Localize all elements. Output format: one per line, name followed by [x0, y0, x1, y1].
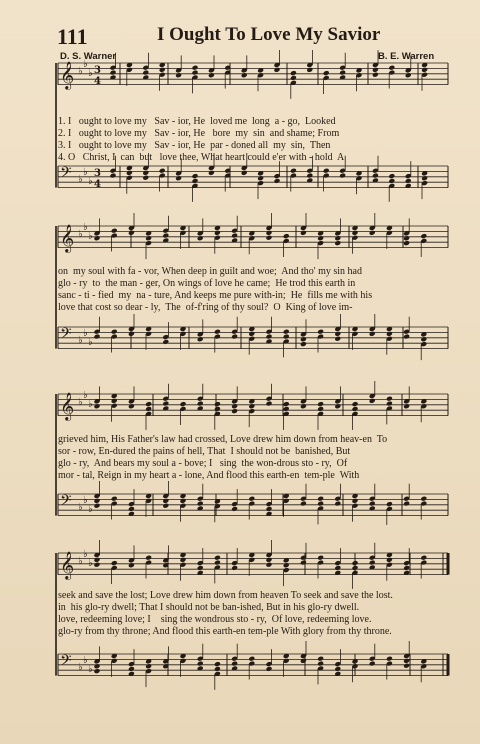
notehead — [339, 70, 346, 76]
notehead — [317, 661, 324, 667]
lyric-line: 1. I ought to love my Sav - ior, He loved me long a - go, Looked — [58, 116, 336, 127]
flat-icon: ♭ — [88, 399, 93, 410]
treble-clef-icon: 𝄞 — [60, 61, 75, 89]
notehead — [334, 235, 341, 241]
notehead — [386, 396, 393, 402]
notehead — [339, 173, 346, 179]
notehead — [323, 70, 330, 76]
flat-icon: ♭ — [88, 558, 93, 569]
flat-icon: ♭ — [83, 222, 88, 233]
notehead — [231, 408, 238, 414]
lyrics-block-3 — [58, 434, 448, 482]
notehead — [317, 501, 324, 507]
lyric-line: glo - ry, And bears my soul a - bove; I sing the won-drous sto - ry, Of — [58, 458, 348, 469]
notehead — [300, 341, 307, 347]
notehead — [214, 401, 221, 407]
notehead — [111, 398, 118, 404]
notehead — [162, 233, 169, 239]
flat-icon: ♭ — [78, 229, 83, 240]
lyrics-block-4 — [58, 590, 448, 638]
notehead — [175, 175, 182, 181]
notehead — [197, 401, 204, 407]
notehead — [369, 331, 376, 337]
notehead — [192, 70, 199, 76]
flat-icon: ♭ — [88, 231, 93, 242]
notehead — [111, 329, 118, 335]
notehead — [300, 230, 307, 236]
notehead — [386, 401, 393, 407]
notehead — [317, 496, 324, 502]
notehead — [214, 406, 221, 412]
notehead — [111, 228, 118, 234]
time-signature-top: 3 — [94, 168, 101, 179]
notehead — [369, 661, 376, 667]
notehead — [323, 168, 330, 174]
notehead — [352, 498, 359, 504]
notehead — [145, 406, 152, 412]
notehead — [300, 403, 307, 409]
flat-icon: ♭ — [78, 397, 83, 408]
notehead — [317, 555, 324, 561]
notehead — [421, 175, 428, 181]
lyric-line: on my soul with fa - vor, When deep in guilt and woe; And tho' my sin had — [58, 266, 362, 277]
notehead — [283, 233, 290, 239]
notehead — [300, 658, 307, 664]
lyric-line: seek and save the lost; Love drew him down from heaven To seek and save the lost. — [58, 590, 393, 601]
notehead — [317, 235, 324, 241]
notehead — [231, 403, 238, 409]
notehead — [231, 334, 238, 340]
notehead — [403, 334, 410, 340]
notehead — [197, 336, 204, 342]
flat-icon: ♭ — [83, 328, 88, 339]
notehead — [94, 235, 101, 241]
notehead — [145, 663, 152, 669]
treble-clef-icon: 𝄞 — [60, 392, 75, 420]
notehead — [403, 240, 410, 246]
notehead — [352, 560, 359, 566]
lyric-line: mor - tal, Reign in my heart a - lone, And flood this earth-en tem-ple With — [58, 470, 360, 481]
notehead — [274, 178, 281, 184]
lyric-line: glo-ry from thy throne; And flood this earth-en tem-ple With glory from thy throne. — [58, 626, 392, 637]
notehead — [420, 496, 427, 502]
notehead — [94, 498, 101, 504]
notehead — [162, 503, 169, 509]
notehead — [180, 401, 187, 407]
notehead — [145, 401, 152, 407]
flat-icon: ♭ — [78, 174, 83, 185]
notehead — [334, 666, 341, 672]
notehead — [214, 555, 221, 561]
flat-icon: ♭ — [78, 502, 83, 513]
notehead — [306, 173, 313, 179]
notehead — [352, 565, 359, 571]
time-signature-top: 3 — [94, 65, 101, 76]
author-credit: D. S. Warner — [60, 51, 117, 62]
lyric-line: 3. I ought to love my Sav - ior, He par - doned all my sin, Then — [58, 140, 331, 151]
notehead — [334, 336, 341, 342]
notehead — [231, 565, 238, 571]
notehead — [317, 406, 324, 412]
notehead — [372, 67, 379, 73]
notehead — [126, 170, 133, 176]
notehead — [266, 401, 273, 407]
flat-icon: ♭ — [88, 337, 93, 348]
composer-credit: B. E. Warren — [378, 51, 435, 62]
notehead — [266, 557, 273, 563]
notehead — [231, 233, 238, 239]
notehead — [94, 403, 101, 409]
flat-icon: ♭ — [78, 335, 83, 346]
notehead — [266, 506, 273, 512]
notehead — [274, 67, 281, 73]
notehead — [145, 235, 152, 241]
notehead — [386, 557, 393, 563]
notehead — [111, 560, 118, 566]
notehead — [369, 230, 376, 236]
notehead — [420, 233, 427, 239]
notehead — [369, 501, 376, 507]
notehead — [111, 496, 118, 502]
notehead — [257, 175, 264, 181]
notehead — [283, 562, 290, 568]
flat-icon: ♭ — [78, 556, 83, 567]
notehead — [317, 656, 324, 662]
notehead — [192, 65, 199, 71]
notehead — [300, 336, 307, 342]
notehead — [162, 339, 169, 345]
notehead — [372, 72, 379, 78]
flat-icon: ♭ — [88, 68, 93, 79]
notehead — [290, 75, 297, 81]
lyric-line: glo - ry to the man - ger, On wings of love he came; He trod this earth in — [58, 278, 356, 289]
flat-icon: ♭ — [83, 495, 88, 506]
notehead — [334, 240, 341, 246]
notehead — [334, 403, 341, 409]
notehead — [334, 501, 341, 507]
notehead — [110, 173, 117, 179]
lyric-line: 4. O Christ, I can but love thee, What heart could e'er with - hold A — [58, 152, 345, 163]
notehead — [290, 168, 297, 174]
flat-icon: ♭ — [88, 504, 93, 515]
notehead — [283, 406, 290, 412]
notehead — [94, 557, 101, 563]
bass-clef-icon: 𝄢 — [60, 652, 72, 673]
notehead — [231, 661, 238, 667]
notehead — [197, 565, 204, 571]
notehead — [386, 656, 393, 662]
notehead — [192, 173, 199, 179]
notehead — [317, 401, 324, 407]
lyric-line: in his glo-ry dwell; That I should not be ban-ished, But in his glo-ry dwell. — [58, 602, 360, 613]
notehead — [372, 173, 379, 179]
notehead — [300, 560, 307, 566]
flat-icon: ♭ — [83, 390, 88, 401]
notehead — [369, 560, 376, 566]
notehead — [94, 503, 101, 509]
notehead — [300, 501, 307, 507]
notehead — [306, 67, 313, 73]
flat-icon: ♭ — [88, 664, 93, 675]
notehead — [283, 401, 290, 407]
hymn-title: I Ought To Love My Savior — [157, 24, 381, 45]
notehead — [128, 403, 135, 409]
notehead — [266, 230, 273, 236]
notehead — [110, 70, 117, 76]
notehead — [241, 170, 248, 176]
flat-icon: ♭ — [83, 59, 88, 70]
flat-icon: ♭ — [83, 655, 88, 666]
flat-icon: ♭ — [88, 176, 93, 187]
notehead — [128, 666, 135, 672]
notehead — [94, 562, 101, 568]
notehead — [386, 331, 393, 337]
flat-icon: ♭ — [83, 167, 88, 178]
lyric-line: sor - row, En-dured the pains of hell, That I should not be banished, But — [58, 446, 351, 457]
time-signature-bottom: 4 — [94, 179, 101, 190]
notehead — [386, 501, 393, 507]
notehead — [283, 334, 290, 340]
notehead — [241, 72, 248, 78]
notehead — [128, 506, 135, 512]
notehead — [388, 173, 395, 179]
lyric-line: grieved him, His Father's law had crossed, Love drew him down from heav-en To — [58, 434, 388, 445]
notehead — [159, 67, 166, 73]
treble-clef-icon: 𝄞 — [60, 551, 75, 579]
lyrics-block-1 — [58, 116, 448, 164]
notehead — [128, 331, 135, 337]
lyric-line: love that cost so dear - ly, The of-f'ring of thy soul? O King of love im- — [58, 302, 353, 313]
bass-clef-icon: 𝄢 — [60, 492, 72, 513]
flat-icon: ♭ — [78, 662, 83, 673]
flat-icon: ♭ — [78, 66, 83, 77]
flat-icon: ♭ — [83, 549, 88, 560]
notehead — [403, 403, 410, 409]
notehead — [142, 70, 149, 76]
notehead — [197, 661, 204, 667]
bass-clef-icon: 𝄢 — [60, 325, 72, 346]
notehead — [159, 168, 166, 174]
notehead — [403, 501, 410, 507]
notehead — [352, 401, 359, 407]
notehead — [403, 565, 410, 571]
notehead — [197, 235, 204, 241]
lyric-line: love, redeeming love; I sing the wondrous sto - ry, Of love, redeeming love. — [58, 614, 372, 625]
notehead — [192, 178, 199, 184]
notehead — [94, 668, 101, 674]
notehead — [405, 72, 412, 78]
notehead — [214, 230, 221, 236]
notehead — [388, 178, 395, 184]
notehead — [180, 557, 187, 563]
notehead — [142, 170, 149, 176]
lyric-line: 2. I ought to love my Sav - ior, He bore my sin and shame; From — [58, 128, 340, 139]
notehead — [208, 170, 215, 176]
lyrics-block-2 — [58, 266, 448, 314]
notehead — [420, 555, 427, 561]
notehead — [162, 498, 169, 504]
notehead — [317, 329, 324, 335]
notehead — [128, 562, 135, 568]
notehead — [248, 403, 255, 409]
notehead — [145, 555, 152, 561]
notehead — [266, 334, 273, 340]
hymn-number: 111 — [57, 24, 88, 49]
time-signature-bottom: 4 — [94, 76, 101, 87]
notehead — [94, 663, 101, 669]
treble-clef-icon: 𝄞 — [60, 224, 75, 252]
notehead — [421, 67, 428, 73]
notehead — [162, 401, 169, 407]
notehead — [175, 72, 182, 78]
notehead — [405, 178, 412, 184]
notehead — [208, 72, 215, 78]
notehead — [388, 65, 395, 71]
notehead — [369, 398, 376, 404]
notehead — [420, 336, 427, 342]
notehead — [403, 663, 410, 669]
notehead — [214, 661, 221, 667]
notehead — [266, 235, 273, 241]
notehead — [248, 496, 255, 502]
notehead — [248, 331, 255, 337]
bass-clef-icon: 𝄢 — [60, 164, 72, 185]
notehead — [142, 175, 149, 181]
notehead — [266, 666, 273, 672]
notehead — [403, 658, 410, 664]
notehead — [214, 329, 221, 335]
notehead — [352, 406, 359, 412]
notehead — [128, 230, 135, 236]
notehead — [248, 656, 255, 662]
notehead — [290, 70, 297, 76]
notehead — [231, 506, 238, 512]
notehead — [403, 235, 410, 241]
notehead — [180, 498, 187, 504]
notehead — [214, 560, 221, 566]
notehead — [94, 334, 101, 340]
notehead — [283, 329, 290, 335]
notehead — [334, 331, 341, 337]
notehead — [352, 230, 359, 236]
notehead — [214, 666, 221, 672]
lyric-line: sanc - ti - fied my na - ture, And keeps me pure with-in; He fills me with his — [58, 290, 373, 301]
notehead — [334, 565, 341, 571]
notehead — [266, 562, 273, 568]
notehead — [197, 501, 204, 507]
